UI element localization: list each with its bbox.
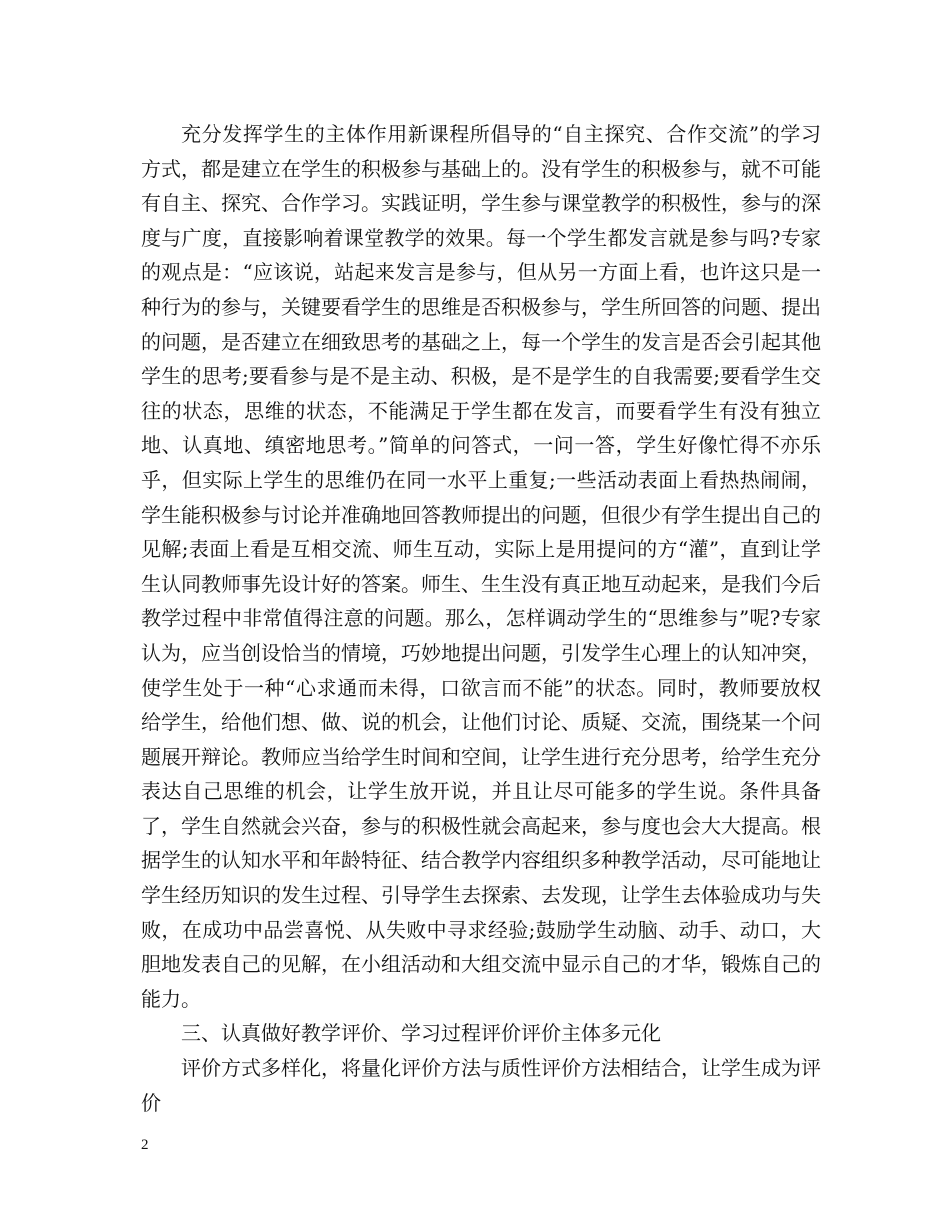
document-body: [141, 117, 821, 1120]
paragraph-evaluation-methods: 评价方式多样化，将量化评价方法与质性评价方法相结合，让学生成为评价: [141, 1056, 821, 1115]
section-heading-evaluation: 三、认真做好教学评价、学习过程评价评价主体多元化: [181, 1021, 661, 1046]
paragraph-student-participation: 充分发挥学生的主体作用新课程所倡导的“自主探究、合作交流”的学习方式，都是建立在学生的积极参与基础上的。没有学生的积极参与，就不可能有自主、探究、合作学习。实践证明，学生参与课堂教学的积极性，参与的深度与广度，直接影响着课堂教学的效果。每一个学生都发言就是参与吗?专家的观点是：“应该说，站起来发言是参与，但从另一方面上看，也许这只是一种行为的参与，关键要看学生的思维是否积极参与，学生所回答的问题、提出的问题，是否建立在细致思考的基础之上，每一个学生的发言是否会引起其他学生的思考;要看参与是不是主动、积极，是不是学生的自我需要;要看学生交往的状态，思维的状态，不能满足于学生都在发言，而要看学生有没有独立地、认真地、缜密地思考。”简单的问答式，一问一答，学生好像忙得不亦乐乎，但实际上学生的思维仍在同一水平上重复;一些活动表面上看热热闹闹，学生能积极参与讨论并准确地回答教师提出的问题，但很少有学生提出自己的见解;表面上看是互相交流、师生互动，实际上是用提问的方“灌”，直到让学生认同教师事先设计好的答案。师生、生生没有真正地互动起来，是我们今后教学过程中非常值得注意的问题。那么，怎样调动学生的“思维参与”呢?专家认为，应当创设恰当的情境，巧妙地提出问题，引发学生心理上的认知冲突，使学生处于一种“心求通而未得，口欲言而不能”的状态。同时，教师要放权给学生，给他们想、做、说的机会，让他们讨论、质疑、交流，围绕某一个问题展开辩论。教师应当给学生时间和空间，让学生进行充分思考，给学生充分表达自己思维的机会，让学生放开说，并且让尽可能多的学生说。条件具备了，学生自然就会兴奋，参与的积极性就会高起来，参与度也会大大提高。根据学生的认知水平和年龄特征、结合教学内容组织多种教学活动，尽可能地让学生经历知识的发生过程、引导学生去探索、去发现，让学生去体验成功与失败，在成功中品尝喜悦、从失败中寻求经验;鼓励学生动脑、动手、动口，大胆地发表自己的见解，在小组活动和大组交流中显示自己的才华，锻炼自己的能力。: [141, 122, 821, 1011]
page-number: 2: [141, 1137, 149, 1153]
